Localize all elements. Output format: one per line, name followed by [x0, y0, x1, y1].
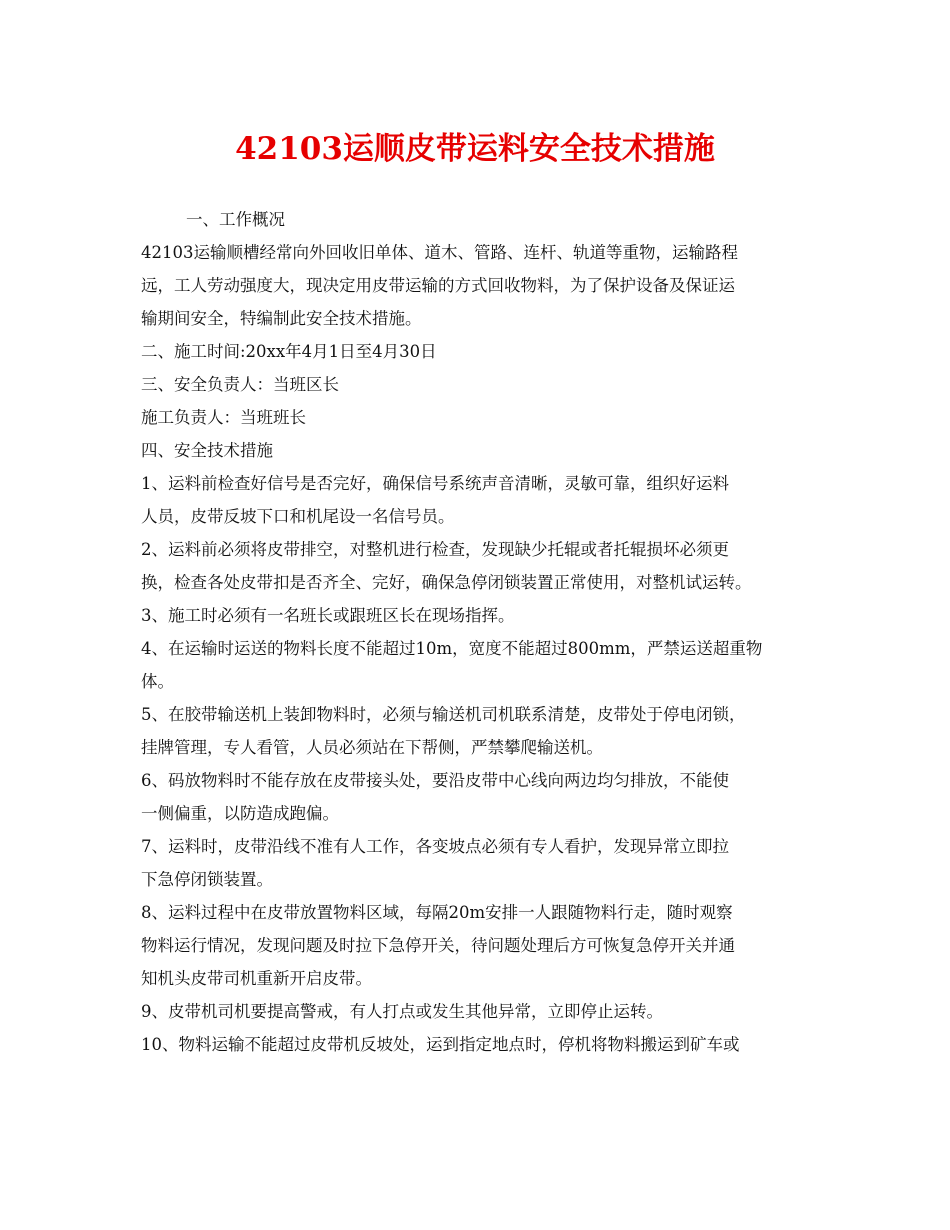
measure-line: 挂牌管理，专人看管，人员必须站在下帮侧，严禁攀爬输送机。 — [141, 738, 603, 757]
measure-line: 体。 — [141, 672, 174, 691]
measure-line: 1、运料前检查好信号是否完好，确保信号系统声音清晰，灵敏可靠，组织好运料 — [141, 474, 729, 493]
paragraph-line: 远，工人劳动强度大，现决定用皮带运输的方式回收物料，为了保护设备及保证运 — [141, 276, 735, 295]
measure-line: 7、运料时，皮带沿线不准有人工作，各变坡点必须有专人看护，发现异常立即拉 — [141, 837, 729, 856]
document-body — [141, 203, 831, 1061]
measure-line: 4、在运输时运送的物料长度不能超过10m，宽度不能超过800mm，严禁运送超重物 — [141, 639, 763, 658]
section-heading-work-overview: 一、工作概况 — [186, 210, 285, 229]
document-title: 42103运顺皮带运料安全技术措施 — [235, 131, 715, 167]
paragraph-line: 输期间安全，特编制此安全技术措施。 — [141, 309, 422, 328]
measure-line: 5、在胶带输送机上装卸物料时，必须与输送机司机联系清楚，皮带处于停电闭锁， — [141, 705, 746, 724]
safety-responsible: 三、安全负责人：当班区长 — [141, 375, 339, 394]
measure-line: 物料运行情况，发现问题及时拉下急停开关，待问题处理后方可恢复急停开关并通 — [141, 936, 735, 955]
measure-line: 知机头皮带司机重新开启皮带。 — [141, 969, 372, 988]
measure-line: 下急停闭锁装置。 — [141, 870, 273, 889]
construction-responsible: 施工负责人：当班班长 — [141, 408, 306, 427]
measure-line: 一侧偏重，以防造成跑偏。 — [141, 804, 339, 823]
measure-line: 10、物料运输不能超过皮带机反坡处，运到指定地点时，停机将物料搬运到矿车或 — [141, 1035, 740, 1054]
measure-line: 3、施工时必须有一名班长或跟班区长在现场指挥。 — [141, 606, 515, 625]
measure-line: 2、运料前必须将皮带排空，对整机进行检查，发现缺少托辊或者托辊损坏必须更 — [141, 540, 729, 559]
paragraph-line: 42103运输顺槽经常向外回收旧单体、道木、管路、连杆、轨道等重物，运输路程 — [141, 243, 738, 262]
measure-line: 换，检查各处皮带扣是否齐全、完好，确保急停闭锁装置正常使用，对整机试运转。 — [141, 573, 752, 592]
measure-line: 人员，皮带反坡下口和机尾设一名信号员。 — [141, 507, 455, 526]
measure-line: 8、运料过程中在皮带放置物料区域，每隔20m安排一人跟随物料行走，随时观察 — [141, 903, 733, 922]
measure-line: 9、皮带机司机要提高警戒，有人打点或发生其他异常，立即停止运转。 — [141, 1002, 663, 1021]
construction-time: 二、施工时间:20xx年4月1日至4月30日 — [141, 342, 437, 361]
section-heading-safety-measures: 四、安全技术措施 — [141, 441, 273, 460]
measure-line: 6、码放物料时不能存放在皮带接头处，要沿皮带中心线向两边均匀排放，不能使 — [141, 771, 729, 790]
